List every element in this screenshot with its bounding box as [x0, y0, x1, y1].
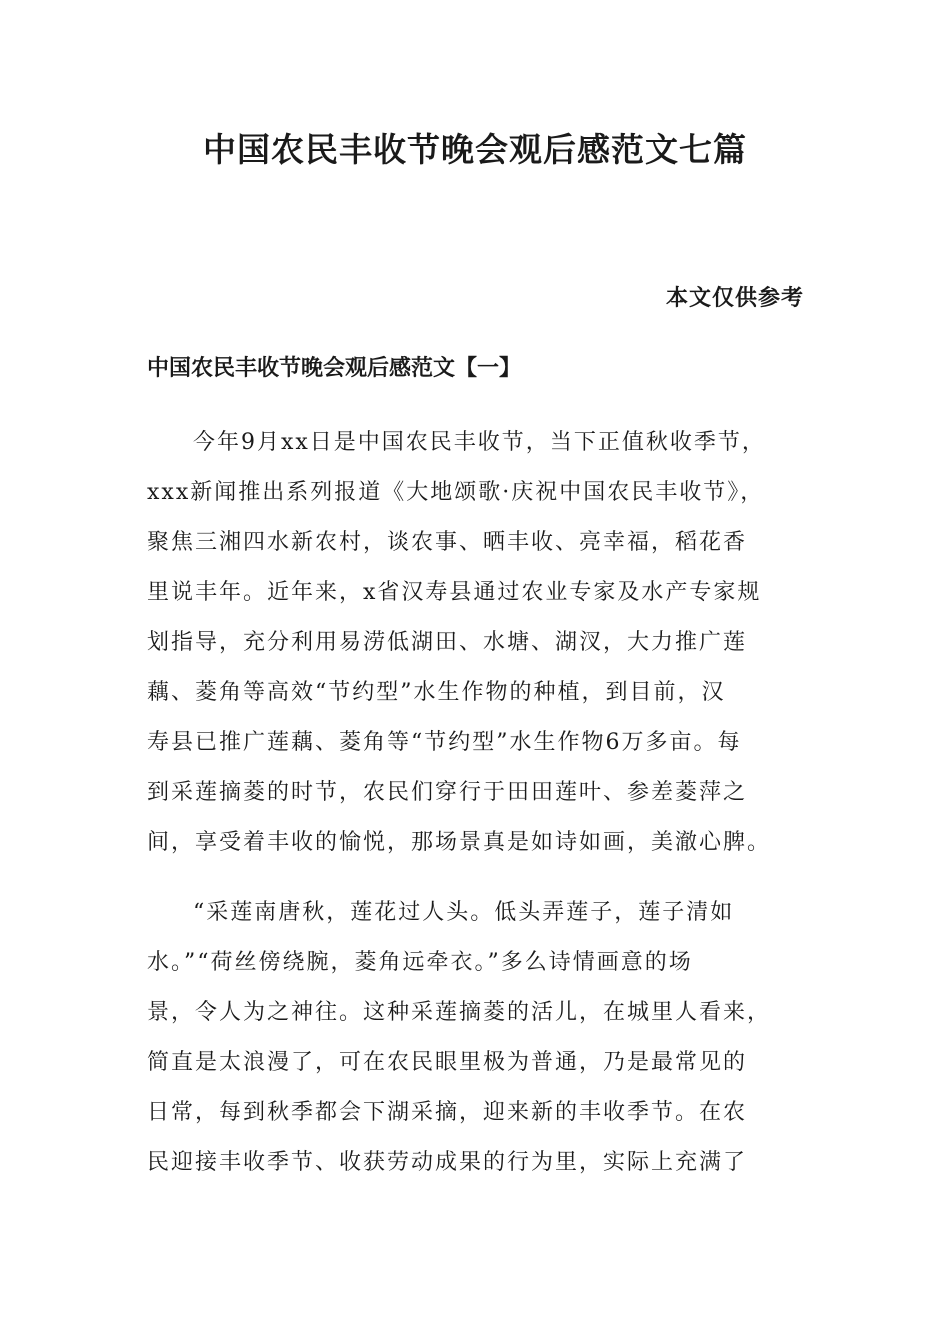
paragraph-line: 民迎接丰收季节、收获劳动成果的行为里，实际上充满了	[147, 1150, 748, 1175]
paragraph-line: 到采莲摘菱的时节，农民们穿行于田田莲叶、参差菱萍之	[147, 780, 748, 805]
reference-note: 本文仅供参考	[665, 285, 804, 311]
paragraph-line: 间，享受着丰收的愉悦，那场景真是如诗如画，美澈心脾。	[147, 830, 772, 855]
document-title: 中国农民丰收节晚会观后感范文七篇	[203, 130, 747, 169]
paragraph-line: xxx新闻推出系列报道《大地颂歌·庆祝中国农民丰收节》，	[147, 480, 765, 505]
paragraph-line: 今年9月xx日是中国农民丰收节，当下正值秋收季节，	[193, 430, 766, 455]
paragraph-2	[147, 888, 812, 1188]
section-heading: 中国农民丰收节晚会观后感范文【一】	[147, 355, 522, 381]
paragraph-line: 里说丰年。近年来，x省汉寿县通过农业专家及水产专家规	[147, 580, 762, 605]
paragraph-line: 藕、菱角等高效“节约型”水生作物的种植，到目前，汉	[147, 680, 726, 705]
paragraph-line: 划指导，充分利用易涝低湖田、水塘、湖汊，大力推广莲	[147, 630, 748, 655]
paragraph-line: 景，令人为之神往。这种采莲摘菱的活儿，在城里人看来，	[147, 1000, 772, 1025]
paragraph-1	[147, 418, 812, 868]
paragraph-line: 日常，每到秋季都会下湖采摘，迎来新的丰收季节。在农	[147, 1100, 748, 1125]
paragraph-line: 水。”“荷丝傍绕腕，菱角远牵衣。”多么诗情画意的场	[147, 950, 693, 975]
paragraph-line: 寿县已推广莲藕、菱角等“节约型”水生作物6万多亩。每	[147, 730, 742, 755]
paragraph-line: “采莲南唐秋，莲花过人头。低头弄莲子，莲子清如	[193, 900, 735, 925]
paragraph-line: 简直是太浪漫了，可在农民眼里极为普通，乃是最常见的	[147, 1050, 748, 1075]
paragraph-line: 聚焦三湘四水新农村，谈农事、晒丰收、亮幸福，稻花香	[147, 530, 748, 555]
